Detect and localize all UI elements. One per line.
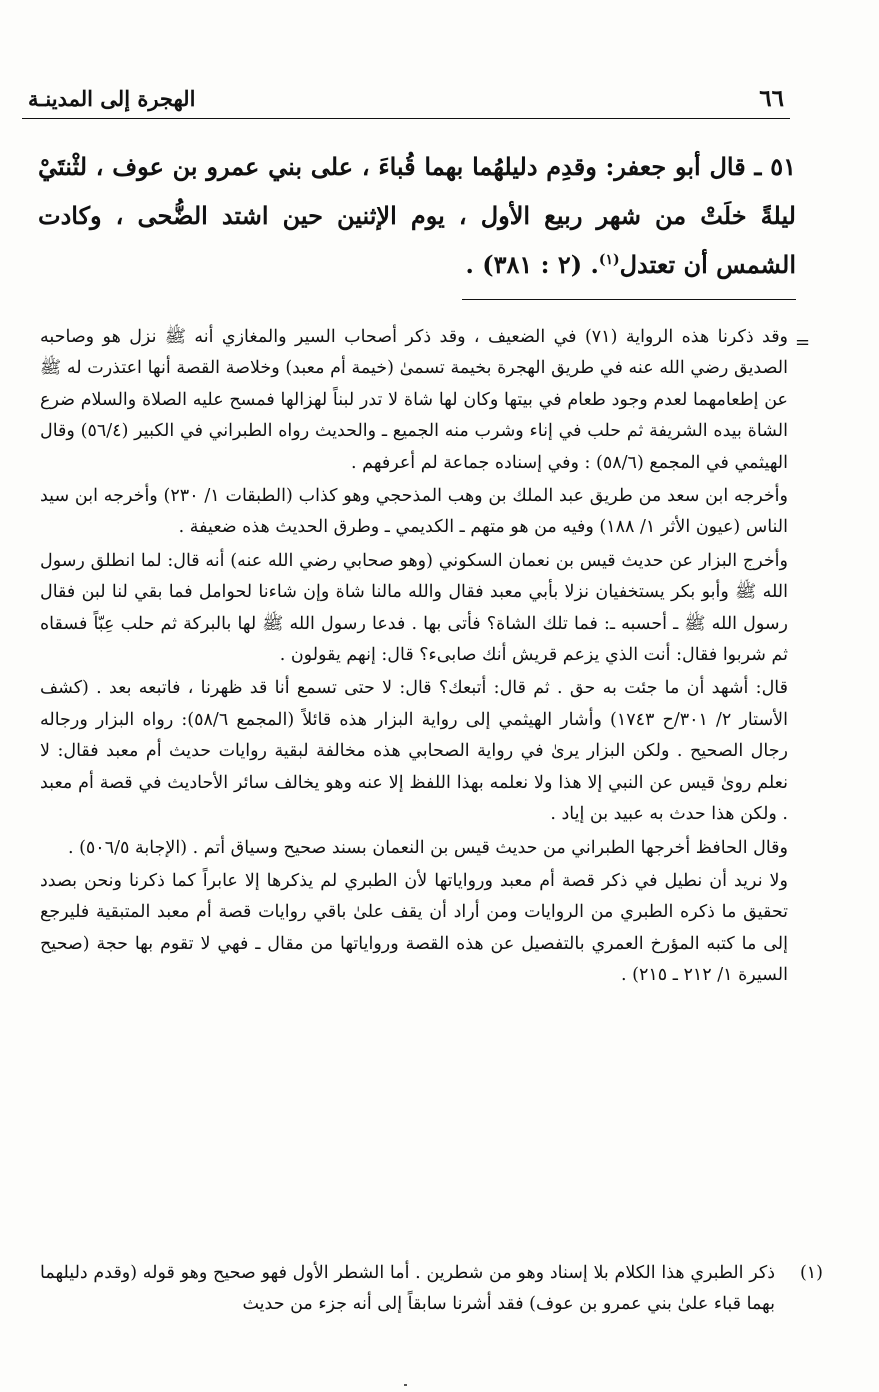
running-title: الهجرة إلى المدينـة: [28, 86, 196, 111]
commentary-paragraph: وأخرج البزار عن حديث قيس بن نعمان السكوني (وهو صحابي رضي الله عنه) أنه قال: لما انطلق رسول الله ﷺ وأبو بكر يستخفيان نزلا بأبي معبد فقال والله مالنا شاة وإن شاءنا لحوامل فما بقي لنا لبن فقال رسول الله ﷺ ـ أحسبه ـ: فما تلك الشاة؟ فأتى بها . فدعا رسول الله ﷺ لها بالبركة ثم حلب عِبّاً فسقاه ثم شربوا فقال: أنت الذي يزعم قريش أنك صابىء؟ قال: إنهم يقولون .: [40, 550, 789, 666]
page-number: ٦٦: [759, 85, 784, 112]
main-narration: [38, 142, 796, 289]
narration-text: ٥١ ـ قال أبو جعفر: وقدِم دليلهُما بهما قُباءَ ، على بني عمرو بن عوف ، لثْنتَيْ ليلةً خلَتْ من شهر ربيع الأول ، يوم الإثنين حين اشتد الضُّحى ، وكادت الشمس أن تعتدل: [38, 152, 796, 279]
narration-citation: . (٢ : ٣٨١) .: [465, 250, 599, 279]
separator-line: [462, 299, 796, 300]
commentary-section: [40, 322, 788, 994]
commentary-paragraph: وأخرجه ابن سعد من طريق عبد الملك بن وهب المذحجي وهو كذاب (الطبقات ١/ ٢٣٠) وأخرجه ابن سيد الناس (عيون الأثر ١/ ١٨٨) وفيه من هو متهم ـ الكديمي ـ وطرق الحديث هذه ضعيفة .: [40, 486, 789, 538]
footnote-number: (١): [799, 1263, 823, 1283]
scan-speck: [404, 1384, 407, 1386]
footnote-reference: (١): [598, 252, 620, 268]
narration-paragraph: [38, 142, 796, 289]
continuation-marker: =: [795, 332, 811, 353]
commentary-paragraph: وقد ذكرنا هذه الرواية (٧١) في الضعيف ، وقد ذكر أصحاب السير والمغازي أنه ﷺ نزل هو وصاحبه الصديق رضي الله عنه في طريق الهجرة بخيمة تسمىٰ (خيمة أم معبد) وخلاصة القصة أنها اعتذرت له ﷺ عن إطعامهما لعدم وجود طعام في بيتها وكان لها شاة لا تدر لبناً لهزالها فمسح عليه الصلاة والسلام ضرع الشاة بيده الشريفة ثم حلب في إناء وشرب منه الجميع ـ والحديث رواه الطبراني في الكبير (٥٦/٤) وقال الهيثمي في المجمع (٥٨/٦) : وفي إسناده جماعة لم أعرفهم .: [40, 327, 789, 473]
footnote: [40, 1258, 823, 1321]
commentary-paragraph: وقال الحافظ أخرجها الطبراني من حديث قيس بن النعمان بسند صحيح وسياق أتم . (الإجابة ٥٠٦/٥) .: [67, 837, 788, 858]
page-header: [22, 84, 790, 119]
footnote-text: ذكر الطبري هذا الكلام بلا إسناد وهو من شطرين . أما الشطر الأول فهو صحيح وهو قوله (وقدم دليلهما بهما قباء علىٰ بني عمرو بن عوف) فقد أشرنا سابقاً إلى أنه جزء من حديث: [40, 1263, 775, 1315]
commentary-paragraph: ولا نريد أن نطيل في ذكر قصة أم معبد ورواياتها لأن الطبري لم يذكرها إلا عابراً كما ذكرنا ونحن بصدد تحقيق ما ذكره الطبري من الروايات ومن أراد أن يقف علىٰ باقي روايات قصة أم معبد المتبقية فليرجع إلى ما كتبه المؤرخ العمري بالتفصيل عن هذه القصة ورواياتها من مقال ـ فهي لا تقوم بها حجة (صحيح السيرة ١/ ٢١٢ ـ ٢١٥) .: [40, 870, 789, 986]
commentary-paragraph: قال: أشهد أن ما جئت به حق . ثم قال: أتبعك؟ قال: لا حتى تسمع أنا قد ظهرنا ، فاتبعه بعد . (كشف الأستار ٢/ ٣٠١/ح ١٧٤٣) وأشار الهيثمي إلى رواية البزار هذه قائلاً (المجمع ٥٨/٦): رواه البزار ورجاله رجال الصحيح . ولكن البزار يرىٰ في رواية الصحابي هذه مخالفة لبقية روايات حديث أم معبد فقال: لا نعلم روىٰ قيس عن النبي إلا هذا ولا نعلمه بهذا اللفظ إلا عنه وهو يخالف سائر الأحاديث في قصة أم معبد . ولكن هذا حدث به عبيد بن إياد .: [40, 678, 788, 825]
